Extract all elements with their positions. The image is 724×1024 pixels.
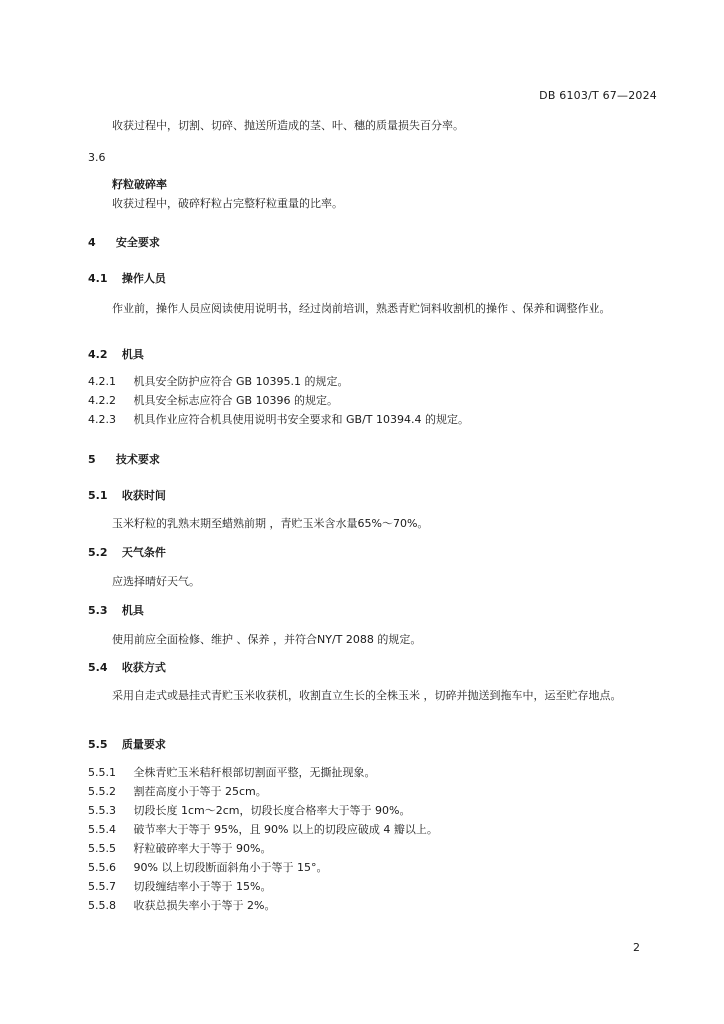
document-code: DB 6103/T 67—2024	[539, 89, 657, 102]
section-5-2-heading	[88, 545, 657, 561]
section-5-3-text: 使用前应全面检修、维护 、保养 ，并符合NY/T 2088 的规定。	[112, 633, 422, 646]
section-5-3-title: 机具	[121, 604, 144, 617]
section-3-6-term: 籽粒破碎率	[112, 178, 167, 191]
section-5-4-text: 采用自走式或悬挂式青贮玉米收获机，收割直立生长的全株玉米 ，切碎并抛送到拖车中，运至贮存地点。	[112, 689, 622, 702]
list-item	[88, 765, 657, 781]
section-5-1-title: 收获时间	[121, 489, 166, 502]
list-item	[88, 374, 657, 390]
section-4-1-title: 操作人员	[121, 272, 166, 285]
section-4-1-heading	[88, 271, 657, 287]
list-item	[88, 822, 657, 838]
list-item	[88, 879, 657, 895]
section-4-1-number: 4.1	[88, 272, 108, 285]
item-number: 5.5.3	[88, 804, 116, 817]
section-5-1-number: 5.1	[88, 489, 108, 502]
section-5-heading	[88, 452, 657, 468]
item-number: 5.5.6	[88, 861, 116, 874]
list-item	[88, 393, 657, 409]
section-5-4-number: 5.4	[88, 661, 108, 674]
item-number: 5.5.8	[88, 899, 116, 912]
item-text: 机具作业应符合机具使用说明书安全要求和 GB/T 10394.4 的规定。	[133, 413, 469, 426]
item-text: 全株青贮玉米秸秆根部切割面平整，无撕扯现象。	[133, 766, 376, 779]
section-5-3-heading	[88, 603, 657, 619]
list-item	[88, 412, 657, 428]
item-number: 5.5.2	[88, 785, 116, 798]
item-text: 切段缠结率小于等于 15%。	[133, 880, 272, 893]
section-4-2-heading	[88, 347, 657, 363]
section-4-1-text: 作业前，操作人员应阅读使用说明书，经过岗前培训，熟悉青贮饲料收割机的操作 、保养和调整作业。	[112, 302, 611, 315]
section-4-heading	[88, 235, 657, 251]
item-text: 机具安全防护应符合 GB 10395.1 的规定。	[133, 375, 349, 388]
section-5-4-title: 收获方式	[121, 661, 166, 674]
list-item	[88, 803, 657, 819]
item-number: 4.2.2	[88, 394, 116, 407]
section-4-2-number: 4.2	[88, 348, 108, 361]
item-text: 机具安全标志应符合 GB 10396 的规定。	[133, 394, 339, 407]
section-3-6-number: 3.6	[88, 151, 106, 164]
list-item	[88, 841, 657, 857]
item-number: 4.2.1	[88, 375, 116, 388]
item-text: 割茬高度小于等于 25cm。	[133, 785, 267, 798]
item-text: 收获总损失率小于等于 2%。	[133, 899, 276, 912]
section-5-5-heading	[88, 737, 657, 753]
item-number: 5.5.5	[88, 842, 116, 855]
section-4-title: 安全要求	[115, 236, 160, 249]
section-4-2-title: 机具	[121, 348, 144, 361]
section-5-5-number: 5.5	[88, 738, 108, 751]
page-number: 2	[633, 941, 640, 954]
section-5-2-title: 天气条件	[121, 546, 166, 559]
section-5-2-text: 应选择晴好天气。	[112, 575, 200, 588]
paragraph-intro: 收获过程中，切割、切碎、抛送所造成的茎、叶、穗的质量损失百分率。	[112, 119, 464, 132]
list-item	[88, 898, 657, 914]
section-5-4-heading	[88, 660, 657, 676]
section-5-1-text: 玉米籽粒的乳熟末期至蜡熟前期 ，青贮玉米含水量65%～70%。	[112, 517, 429, 530]
item-number: 5.5.7	[88, 880, 116, 893]
section-5-1-heading	[88, 488, 657, 504]
item-text: 切段长度 1cm～2cm，切段长度合格率大于等于 90%。	[133, 804, 411, 817]
list-item	[88, 784, 657, 800]
item-text: 90% 以上切段断面斜角小于等于 15°。	[133, 861, 328, 874]
section-3-6-definition: 收获过程中，破碎籽粒占完整籽粒重量的比率。	[112, 197, 343, 210]
section-5-5-title: 质量要求	[121, 738, 166, 751]
section-5-3-number: 5.3	[88, 604, 108, 617]
item-number: 5.5.1	[88, 766, 116, 779]
list-item	[88, 860, 657, 876]
item-number: 4.2.3	[88, 413, 116, 426]
section-4-number: 4	[88, 236, 96, 249]
section-5-2-number: 5.2	[88, 546, 108, 559]
section-5-title: 技术要求	[115, 453, 160, 466]
item-text: 破节率大于等于 95%，且 90% 以上的切段应破成 4 瓣以上。	[133, 823, 438, 836]
section-5-number: 5	[88, 453, 96, 466]
item-number: 5.5.4	[88, 823, 116, 836]
item-text: 籽粒破碎率大于等于 90%。	[133, 842, 272, 855]
